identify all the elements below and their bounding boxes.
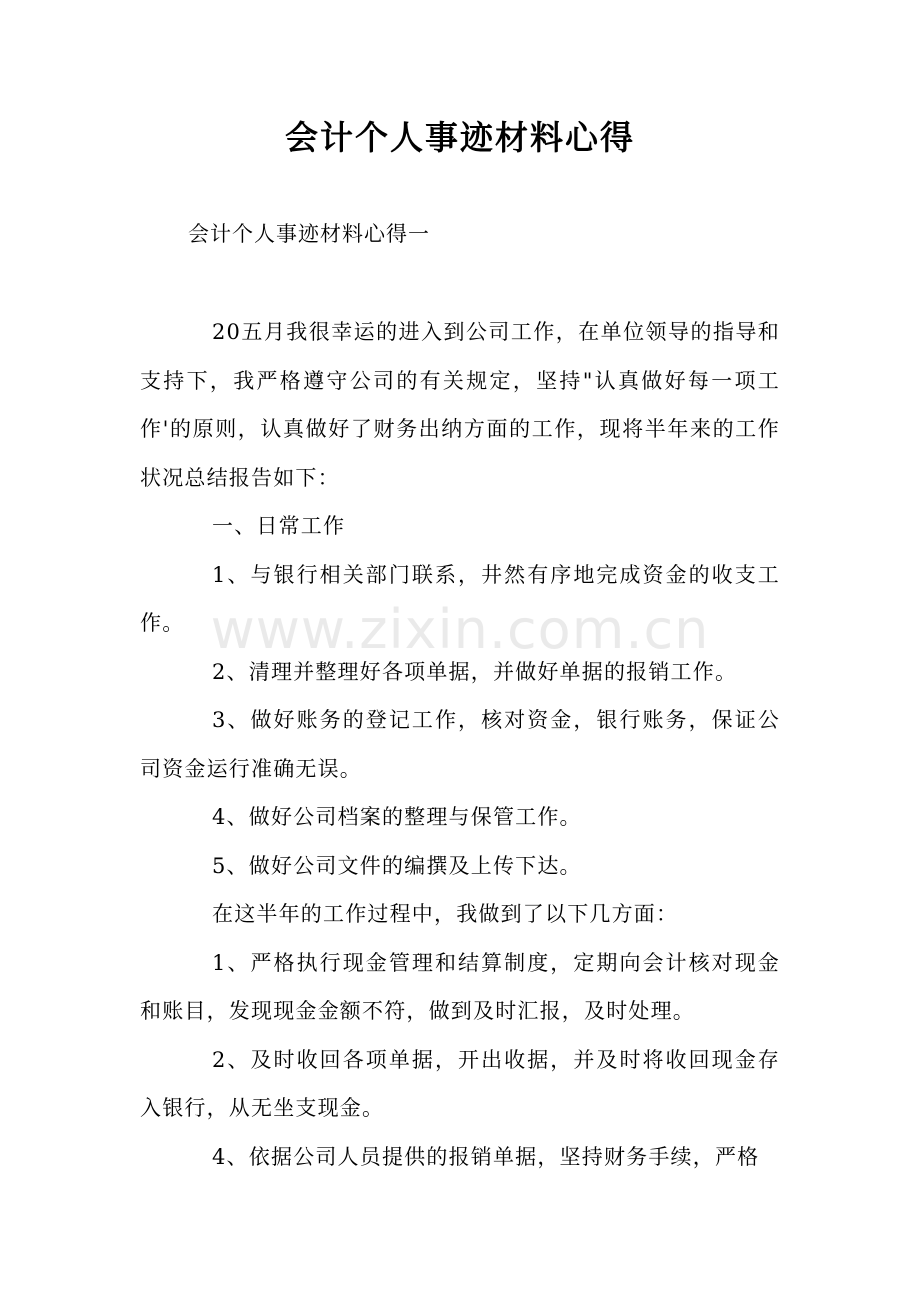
document-title: 会计个人事迹材料心得 (285, 118, 635, 157)
list-item: 5、做好公司文件的编撰及上传下达。 (212, 853, 582, 878)
list-item: 1、与银行相关部门联系，井然有序地完成资金的收支工作。 (140, 562, 780, 635)
list-item: 4、做好公司档案的整理与保管工作。 (212, 805, 582, 829)
paragraph-summary-lead: 在这半年的工作过程中，我做到了以下几方面： (212, 902, 679, 926)
watermark-text: www.zixin.com.cn (210, 598, 710, 661)
list-item: 4、依据公司人员提供的报销单据，坚持财务手续，严格 (212, 1144, 760, 1169)
document-body (140, 308, 780, 1181)
list-item: 2、清理并整理好各项单据，并做好单据的报销工作。 (212, 659, 738, 684)
paragraph-intro: 20五月我很幸运的进入到公司工作，在单位领导的指导和支持下，我严格遵守公司的有关规定，坚持"认真做好每一项工作'的原则，认真做好了财务出纳方面的工作，现将半年来的工作状况总结报告如下： (140, 320, 780, 490)
document-subtitle: 会计个人事迹材料心得一 (188, 222, 430, 246)
section-heading-daily-work: 一、日常工作 (212, 514, 346, 538)
list-item: 3、做好账务的登记工作，核对资金，银行账务，保证公司资金运行准确无误。 (140, 708, 780, 781)
list-item: 1、严格执行现金管理和结算制度，定期向会计核对现金和账目，发现现金金额不符，做到及时汇报，及时处理。 (140, 950, 780, 1023)
list-item: 2、及时收回各项单据，开出收据，并及时将收回现金存入银行，从无坐支现金。 (140, 1047, 780, 1120)
